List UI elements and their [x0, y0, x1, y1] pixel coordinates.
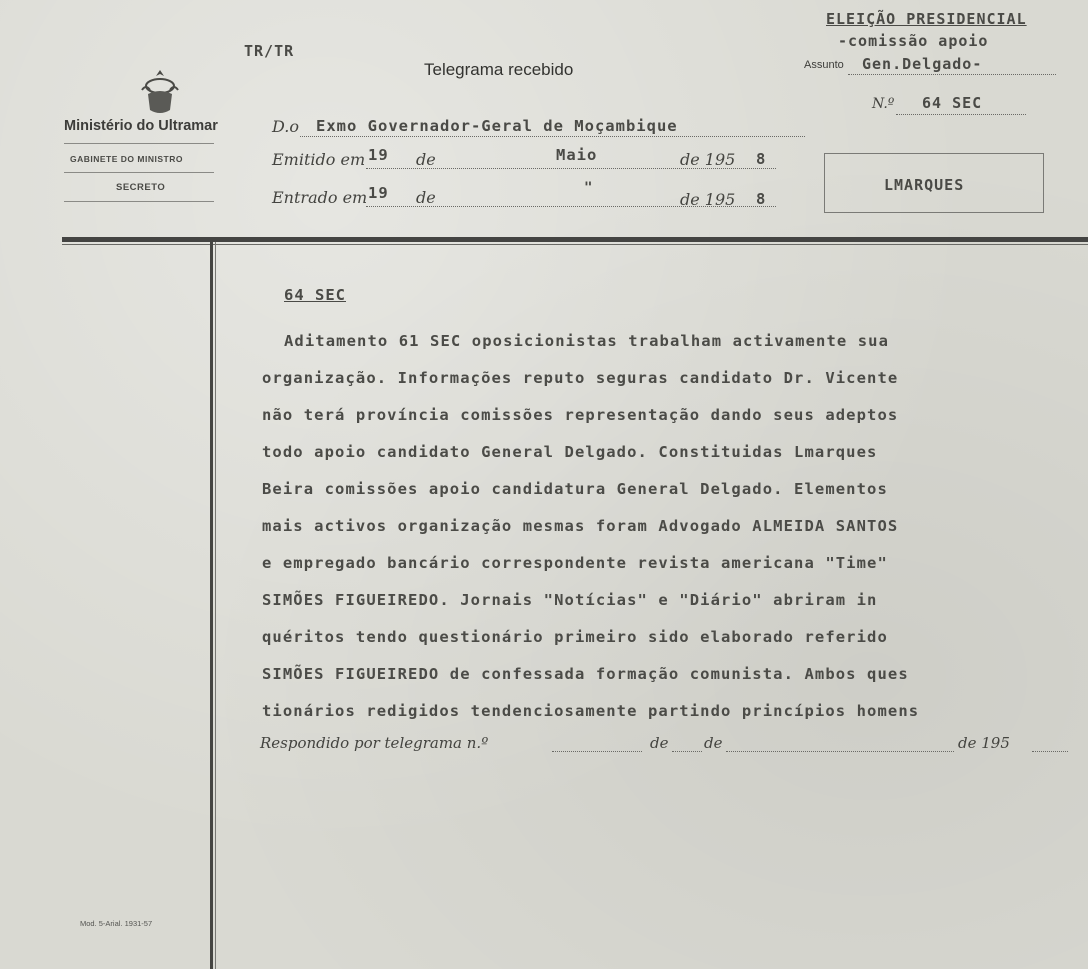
from-value: Exmo Governador-Geral de Moçambique: [316, 117, 678, 135]
coat-of-arms-icon: [138, 66, 182, 116]
responded-label: Respondido por telegrama n.º: [260, 734, 489, 752]
entered-label: Entrado em: [272, 188, 368, 207]
subject-line3: Gen.Delgado-: [862, 55, 983, 73]
divider: [64, 172, 214, 173]
entered-year-digit: 8: [756, 190, 767, 208]
responded-de1: de: [650, 734, 669, 752]
from-prefix: D.o: [272, 117, 299, 136]
emitted-day: 19: [368, 146, 389, 164]
entered-month: ": [584, 180, 594, 196]
ref-code: TR/TR: [244, 42, 295, 60]
entered-de: de: [416, 188, 436, 207]
dotted-line: [366, 206, 776, 207]
body-line: organização. Informações reputo seguras candidato Dr. Vicente: [262, 369, 899, 387]
office-name: GABINETE DO MINISTRO: [70, 154, 183, 164]
classification-label: SECRETO: [116, 182, 166, 193]
body-line: e empregado bancário correspondente revista americana "Time": [262, 554, 888, 572]
form-title: Telegrama recebido: [424, 60, 574, 79]
subject-line2: -comissão apoio: [838, 32, 989, 50]
dotted-line: [366, 168, 776, 169]
responded-de3: de 195: [958, 734, 1010, 752]
body-line: Beira comissões apoio candidatura General Delgado. Elementos: [262, 480, 888, 498]
dotted-line: [1032, 751, 1068, 752]
ministry-name: Ministério do Ultramar: [64, 118, 218, 134]
box-value: LMARQUES: [884, 176, 965, 194]
subject-title: ELEIÇÃO PRESIDENCIAL: [826, 10, 1027, 28]
emitted-month: Maio: [556, 146, 598, 164]
emitted-label: Emitido em: [272, 150, 366, 169]
number-label: N.º: [872, 96, 895, 112]
body-line: quéritos tendo questionário primeiro sido elaborado referido: [262, 628, 888, 646]
responded-de2: de: [704, 734, 723, 752]
margin-rule-thin: [215, 242, 216, 969]
dotted-line: [672, 751, 702, 752]
divider: [64, 143, 214, 144]
margin-rule: [210, 242, 213, 969]
dotted-line: [848, 74, 1056, 75]
body-line: Aditamento 61 SEC oposicionistas trabalham activamente sua: [284, 332, 890, 350]
entered-day: 19: [368, 184, 389, 202]
dotted-line: [896, 114, 1026, 115]
entered-year-label: de 195: [680, 190, 736, 209]
body-line: mais activos organização mesmas foram Advogado ALMEIDA SANTOS: [262, 517, 899, 535]
emitted-year-label: de 195: [680, 150, 736, 169]
dotted-line: [300, 136, 805, 137]
body-line: tionários redigidos tendenciosamente partindo princípios homens: [262, 702, 920, 720]
emitted-year-digit: 8: [756, 150, 767, 168]
body-line: não terá província comissões representação dando seus adeptos: [262, 406, 899, 424]
number-value: 64 SEC: [922, 94, 983, 112]
emitted-de: de: [416, 150, 436, 169]
assunto-label: Assunto: [804, 59, 844, 71]
dotted-line: [552, 751, 642, 752]
body-reference: 64 SEC: [284, 286, 346, 304]
dotted-line: [726, 751, 954, 752]
form-code: Mod. 5-Arial. 1931-57: [80, 919, 153, 928]
divider: [64, 201, 214, 202]
body-line: SIMÕES FIGUEIREDO de confessada formação comunista. Ambos ques: [262, 665, 909, 683]
body-line: todo apoio candidato General Delgado. Constituidas Lmarques: [262, 443, 878, 461]
body-line: SIMÕES FIGUEIREDO. Jornais "Notícias" e "Diário" abriram in: [262, 591, 878, 609]
